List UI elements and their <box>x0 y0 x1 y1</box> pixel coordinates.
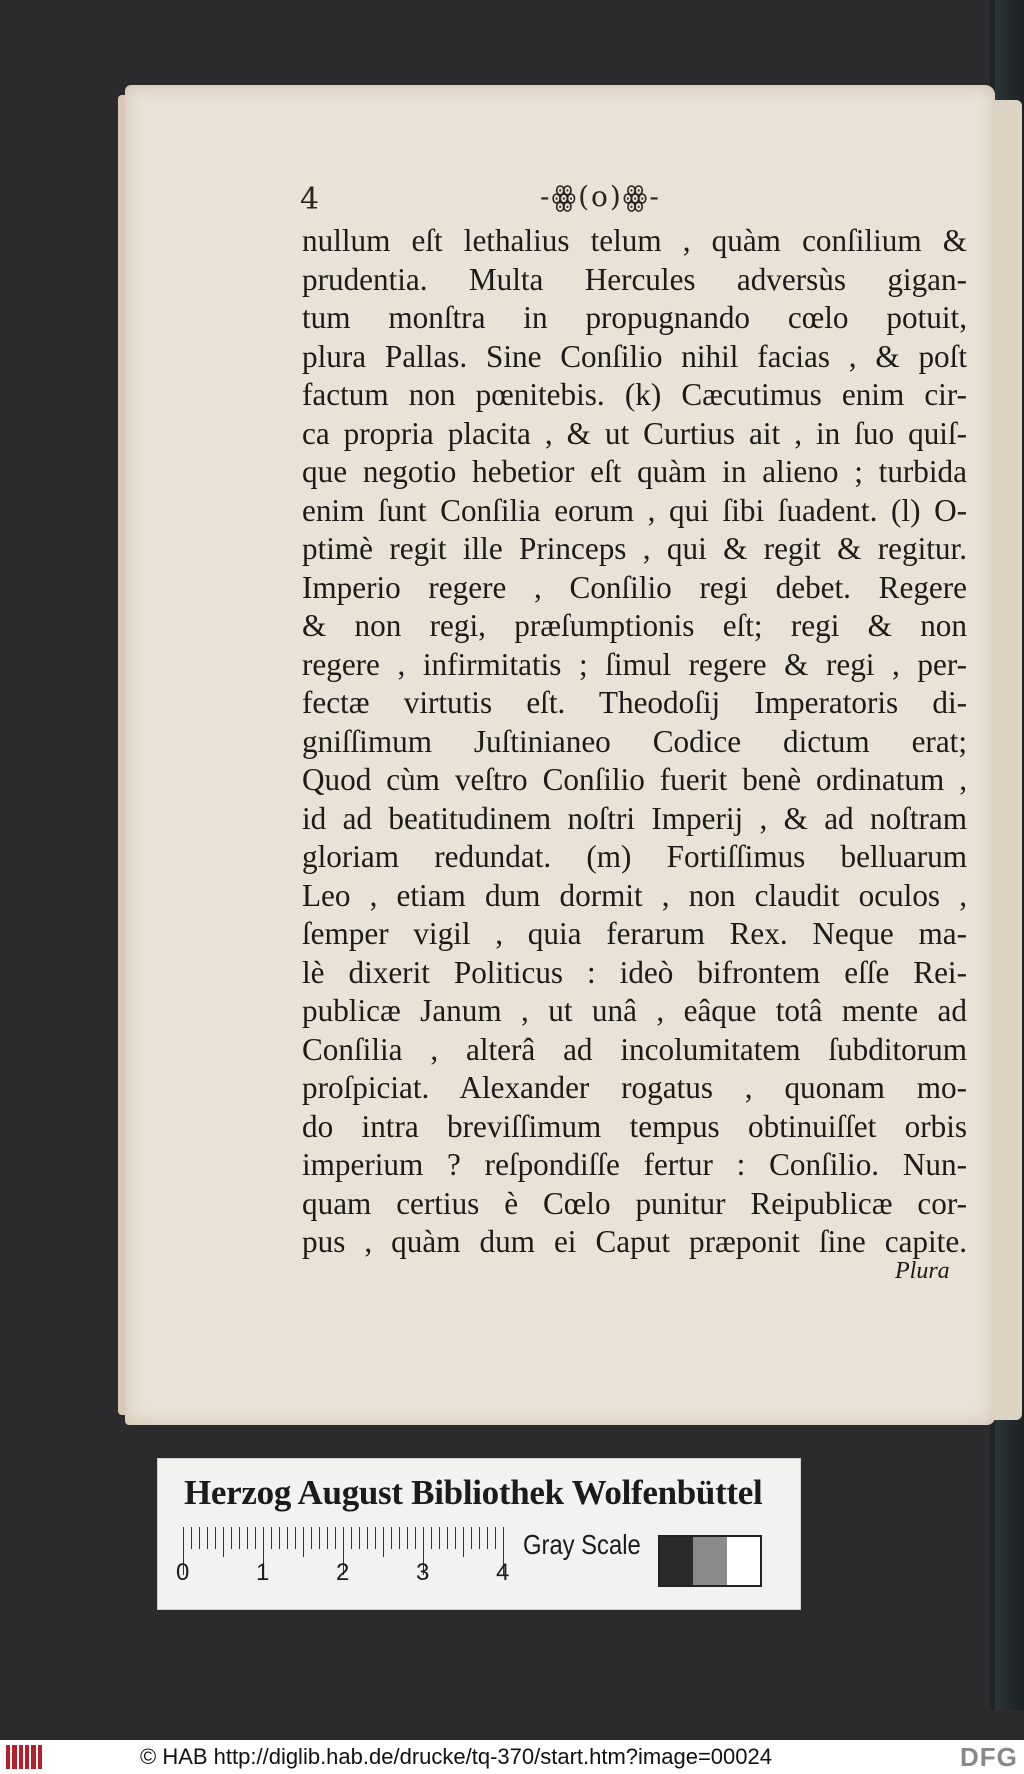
text-line: que negotio hebetior eſt quàm in alieno ; turbida <box>302 454 967 489</box>
catchword: Plura <box>895 1258 950 1284</box>
text-line: Imperio regere , Conſilio regi debet. Regere <box>302 569 967 605</box>
gray-swatch <box>727 1537 760 1585</box>
text-line: gniſſimum Juſtinianeo Codice dictum erat; <box>302 723 967 759</box>
ruler-tick <box>223 1527 224 1557</box>
footer-bar <box>0 1740 1024 1774</box>
text-line: gloriam redundat. (m) Fortiſſimus belluarum <box>302 839 967 874</box>
ruler-tick <box>407 1527 408 1549</box>
ruler-tick <box>447 1527 448 1549</box>
ruler-tick <box>295 1527 296 1549</box>
ruler-tick <box>415 1527 416 1549</box>
text-line: regere , infirmitatis ; ſimul regere & regi , per- <box>302 646 967 682</box>
ruler-tick <box>215 1527 216 1549</box>
text-line: enim ſunt Conſilia eorum , qui ſibi ſuadent. (l) O- <box>302 492 967 528</box>
ruler-tick <box>479 1527 480 1549</box>
ruler-tick <box>367 1527 368 1549</box>
ruler-tick <box>375 1527 376 1549</box>
text-line: pus , quàm dum ei Caput præponit ſine capite. <box>302 1224 967 1259</box>
text-line: quam certius è Cœlo punitur Reipublicæ cor- <box>302 1185 967 1221</box>
ruler-tick <box>399 1527 400 1549</box>
ruler-tick <box>495 1527 496 1549</box>
text-line: publicæ Janum , ut unâ , eâque totâ mente ad <box>302 993 967 1028</box>
text-line: Leo , etiam dum dormit , non claudit oculos , <box>302 877 967 913</box>
ruler-tick <box>391 1527 392 1549</box>
ruler-tick <box>463 1527 464 1557</box>
ruler-tick <box>199 1527 200 1549</box>
text-line: tum monſtra in propugnando cœlo potuit, <box>302 300 967 335</box>
hab-logo-icon <box>6 1745 42 1769</box>
page-number: 4 <box>300 182 320 217</box>
text-line: plura Pallas. Sine Conſilio nihil facias , & poſt <box>302 338 967 374</box>
text-line: ſemper vigil , quia ferarum Rex. Neque ma- <box>302 916 967 951</box>
ruler-tick <box>335 1527 336 1549</box>
ruler-tick <box>431 1527 432 1549</box>
ruler-tick <box>191 1527 192 1549</box>
text-line: nullum eſt lethalius telum , quàm conſilium & <box>302 223 967 258</box>
body-text <box>302 222 967 1262</box>
ruler-tick <box>231 1527 232 1549</box>
page-header <box>300 178 970 218</box>
text-line: ptimè regit ille Princeps , qui & regit & regitur. <box>302 531 967 566</box>
ruler-number: 2 <box>336 1559 350 1586</box>
ruler-tick <box>487 1527 488 1549</box>
ruler-tick <box>279 1527 280 1549</box>
text-line: id ad beatitudinem noſtri Imperij , & ad noſtram <box>302 800 967 836</box>
ruler-tick <box>287 1527 288 1549</box>
ruler-tick <box>319 1527 320 1549</box>
ruler-tick <box>255 1527 256 1549</box>
ruler-tick <box>359 1527 360 1549</box>
dfg-logo: DFG <box>960 1742 1018 1772</box>
gray-scale-label: Gray Scale <box>523 1529 641 1560</box>
gray-scale-swatch <box>658 1535 762 1587</box>
ruler-tick <box>455 1527 456 1549</box>
ruler-tick <box>207 1527 208 1549</box>
ruler-number: 4 <box>496 1559 510 1586</box>
library-label <box>157 1458 801 1610</box>
gray-swatch <box>660 1537 693 1585</box>
label-title: Herzog August Bibliothek Wolfenbüttel <box>184 1473 763 1512</box>
text-line: lè dixerit Politicus : ideò bifrontem eſſe Rei- <box>302 954 967 990</box>
text-line: & non regi, præſumptionis eſt; regi & non <box>302 608 967 643</box>
text-line: Quod cùm veſtro Conſilio fuerit benè ordinatum , <box>302 762 967 797</box>
footer-url-text[interactable]: © HAB http://diglib.hab.de/drucke/tq-370/start.htm?image=00024 <box>140 1744 772 1769</box>
ruler-number: 1 <box>256 1559 270 1586</box>
ruler-tick <box>303 1527 304 1557</box>
page-right-leaf <box>992 100 1022 1420</box>
gray-swatch <box>693 1537 726 1585</box>
text-line: factum non pœnitebis. (k) Cæcutimus enim cir- <box>302 377 967 412</box>
text-line: proſpiciat. Alexander rogatus , quonam mo- <box>302 1070 967 1105</box>
ruler-tick <box>239 1527 240 1549</box>
text-line: prudentia. Multa Hercules adversùs gigan- <box>302 261 967 297</box>
ruler-tick <box>383 1527 384 1557</box>
ruler-number: 0 <box>176 1559 190 1586</box>
ruler-tick <box>471 1527 472 1549</box>
text-line: fectæ virtutis eſt. Theodoſij Imperatoris di- <box>302 685 967 720</box>
ruler-tick <box>247 1527 248 1549</box>
ruler-tick <box>439 1527 440 1549</box>
ruler-tick <box>351 1527 352 1549</box>
text-line: ca propria placita , & ut Curtius ait , in ſuo quiſ- <box>302 415 967 451</box>
ruler-number: 3 <box>416 1559 430 1586</box>
header-ornament: -ꙮ(o)ꙮ- <box>540 180 661 213</box>
text-line: do intra breviſſimum tempus obtinuiſſet orbis <box>302 1108 967 1144</box>
ruler-tick <box>271 1527 272 1549</box>
text-line: imperium ? reſpondiſſe fertur : Conſilio. Nun- <box>302 1147 967 1182</box>
ruler-tick <box>327 1527 328 1549</box>
text-line: Conſilia , alterâ ad incolumitatem ſubditorum <box>302 1031 967 1067</box>
ruler-tick <box>311 1527 312 1549</box>
